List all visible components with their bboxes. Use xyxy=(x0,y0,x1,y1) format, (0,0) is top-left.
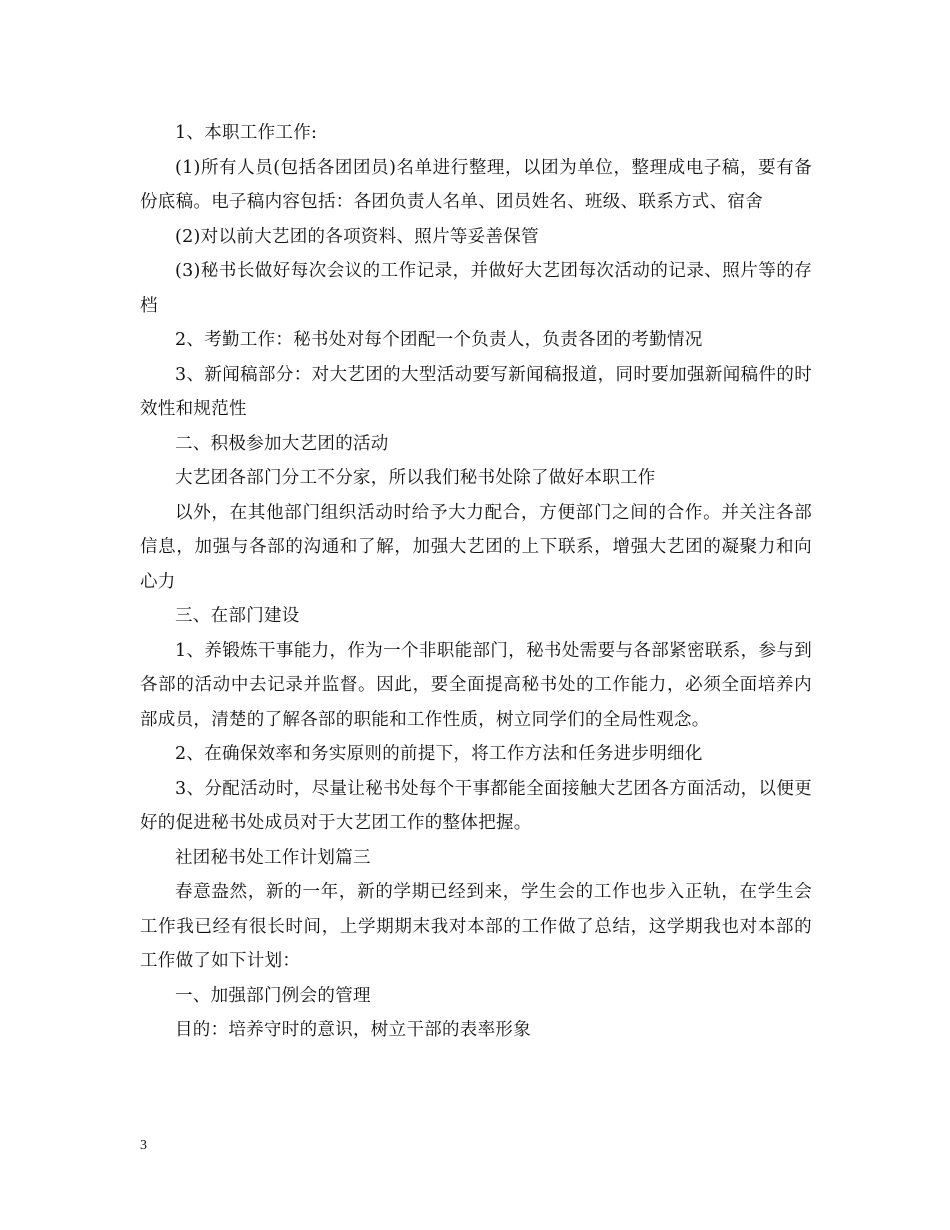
paragraph: (2)对以前大艺团的各项资料、照片等妥善保管 xyxy=(175,226,539,247)
page-number: 3 xyxy=(140,1138,147,1153)
paragraph: 3、新闻稿部分：对大艺团的大型活动要写新闻稿报道，同时要加强新闻稿件的时效性和规范性 xyxy=(140,364,812,419)
paragraph: 大艺团各部门分工不分家，所以我们秘书处除了做好本职工作 xyxy=(175,468,656,488)
paragraph: 3、分配活动时，尽量让秘书处每个干事都能全面接触大艺团各方面活动，以便更好的促进秘书处成员对于大艺团工作的整体把握。 xyxy=(140,778,812,833)
section-heading: 三、在部门建设 xyxy=(175,606,300,626)
section-heading: 一、加强部门例会的管理 xyxy=(175,985,371,1006)
paragraph: 目的：培养守时的意识，树立干部的表率形象 xyxy=(175,1020,531,1040)
paragraph: 1、养锻炼干事能力，作为一个非职能部门，秘书处需要与各部紧密联系，参与到各部的活动中去记录并监督。因此，要全面提高秘书处的工作能力，必须全面培养内部成员，清楚的了解各部的职能和工作性质，树立同学们的全局性观念。 xyxy=(140,640,812,730)
section-title: 社团秘书处工作计划篇三 xyxy=(175,847,371,868)
paragraph: 2、考勤工作：秘书处对每个团配一个负责人，负责各团的考勤情况 xyxy=(175,330,703,350)
section-heading: 二、积极参加大艺团的活动 xyxy=(175,433,389,454)
document-body xyxy=(140,116,812,1048)
paragraph: 春意盎然，新的一年，新的学期已经到来，学生会的工作也步入正轨，在学生会工作我已经有很长时间，上学期期末我对本部的工作做了总结，这学期我也对本部的工作做了如下计划： xyxy=(140,882,812,971)
paragraph: 1、本职工作工作: xyxy=(175,123,318,143)
paragraph: (3)秘书长做好每次会议的工作记录，并做好大艺团每次活动的记录、照片等的存档 xyxy=(140,261,812,316)
paragraph: (1)所有人员(包括各团团员)名单进行整理，以团为单位，整理成电子稿，要有备份底稿。电子稿内容包括：各团负责人名单、团员姓名、班级、联系方式、宿舍 xyxy=(140,157,812,212)
paragraph: 2、在确保效率和务实原则的前提下，将工作方法和任务进步明细化 xyxy=(175,744,703,764)
paragraph: 以外，在其他部门组织活动时给予大力配合，方便部门之间的合作。并关注各部信息，加强与各部的沟通和了解，加强大艺团的上下联系，增强大艺团的凝聚力和向心力 xyxy=(140,502,812,592)
